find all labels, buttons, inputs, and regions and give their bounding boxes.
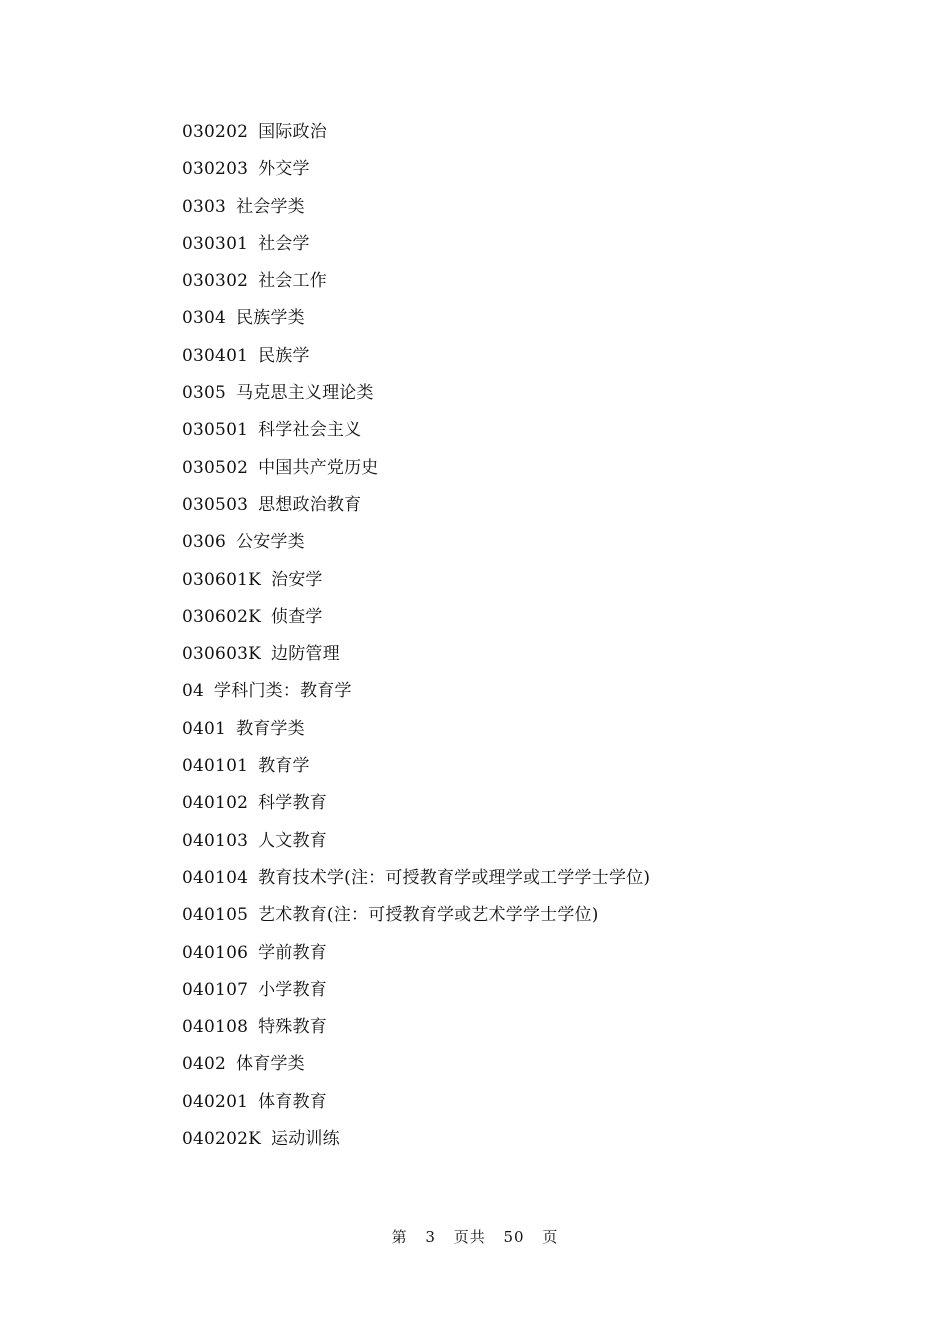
footer-page-number: 3: [425, 1228, 436, 1246]
list-item: [182, 117, 650, 154]
major-name: 学前教育: [258, 942, 327, 963]
list-item: [182, 863, 650, 900]
list-item: [182, 938, 650, 975]
major-code: 030501: [182, 420, 249, 441]
list-item: [182, 378, 650, 415]
major-name: 科学社会主义: [258, 420, 362, 441]
list-item: [182, 341, 650, 378]
list-item: [182, 900, 650, 937]
list-item: [182, 788, 650, 825]
major-name: 马克思主义理论类: [236, 383, 374, 404]
major-code: 04: [182, 681, 205, 702]
major-name: 侦查学: [271, 606, 323, 627]
major-name: 国际政治: [258, 122, 327, 142]
major-name: 治安学: [271, 569, 323, 590]
major-code: 0305: [182, 383, 227, 404]
major-name: 思想政治教育: [258, 494, 362, 515]
major-list: [182, 117, 650, 1161]
major-name: 教育学类: [236, 718, 305, 739]
list-item: [182, 826, 650, 863]
list-item: [182, 527, 650, 564]
major-name: 中国共产党历史: [258, 457, 379, 478]
list-item: [182, 676, 650, 713]
list-item: [182, 303, 650, 340]
list-item: [182, 1087, 650, 1124]
major-name: 人文教育: [258, 830, 327, 851]
major-name: 运动训练: [271, 1129, 340, 1150]
major-code: 040107: [182, 979, 249, 1000]
major-code: 030602K: [182, 606, 261, 627]
list-item: [182, 975, 650, 1012]
major-name: 民族学类: [236, 308, 305, 329]
major-code: 040108: [182, 1017, 249, 1038]
list-item: [182, 154, 650, 191]
major-code: 040102: [182, 793, 249, 814]
major-name: 社会学类: [236, 196, 305, 217]
list-item: [182, 229, 650, 266]
major-code: 0401: [182, 718, 227, 739]
major-code: 0306: [182, 532, 227, 553]
list-item: [182, 192, 650, 229]
major-name: 科学教育: [258, 793, 327, 814]
footer-middle: 页共: [453, 1228, 486, 1246]
major-code: 040106: [182, 942, 249, 963]
list-item: [182, 639, 650, 676]
major-name: 社会学: [258, 233, 310, 254]
major-name: 外交学: [258, 159, 310, 180]
major-code: 030503: [182, 494, 249, 515]
major-code: 030601K: [182, 569, 261, 590]
major-code: 0402: [182, 1054, 227, 1075]
major-code: 0303: [182, 196, 227, 217]
footer-suffix: 页: [542, 1228, 559, 1246]
major-name: 艺术教育(注：可授教育学或艺术学学士学位): [258, 905, 599, 926]
list-item: [182, 714, 650, 751]
list-item: [182, 490, 650, 527]
major-code: 040104: [182, 867, 249, 888]
major-name: 教育学: [258, 756, 310, 777]
major-code: 030301: [182, 233, 249, 254]
list-item: [182, 602, 650, 639]
major-name: 学科门类：教育学: [214, 681, 352, 702]
major-name: 特殊教育: [258, 1017, 327, 1038]
list-item: [182, 1049, 650, 1086]
major-name: 社会工作: [258, 271, 327, 292]
major-name: 公安学类: [236, 532, 305, 553]
major-code: 040103: [182, 830, 249, 851]
list-item: [182, 1124, 650, 1161]
list-item: [182, 266, 650, 303]
page-footer: [0, 1226, 950, 1247]
major-code: 0304: [182, 308, 227, 329]
footer-total-pages: 50: [503, 1228, 525, 1246]
major-code: 030401: [182, 345, 249, 366]
major-code: 040201: [182, 1091, 249, 1112]
list-item: [182, 415, 650, 452]
major-name: 边防管理: [271, 644, 340, 665]
major-name: 教育技术学(注：可授教育学或理学或工学学士学位): [258, 867, 651, 888]
major-code: 030603K: [182, 644, 261, 665]
list-item: [182, 565, 650, 602]
list-item: [182, 1012, 650, 1049]
list-item: [182, 453, 650, 490]
major-name: 体育学类: [236, 1054, 305, 1075]
major-name: 体育教育: [258, 1091, 327, 1112]
major-code: 040202K: [182, 1129, 261, 1150]
major-code: 030502: [182, 457, 249, 478]
major-name: 小学教育: [258, 979, 327, 1000]
major-code: 030302: [182, 271, 249, 292]
major-code: 040105: [182, 905, 249, 926]
major-code: 030202: [182, 122, 249, 142]
footer-prefix: 第: [391, 1228, 408, 1246]
list-item: [182, 751, 650, 788]
major-code: 030203: [182, 159, 249, 180]
major-code: 040101: [182, 756, 249, 777]
major-name: 民族学: [258, 345, 310, 366]
